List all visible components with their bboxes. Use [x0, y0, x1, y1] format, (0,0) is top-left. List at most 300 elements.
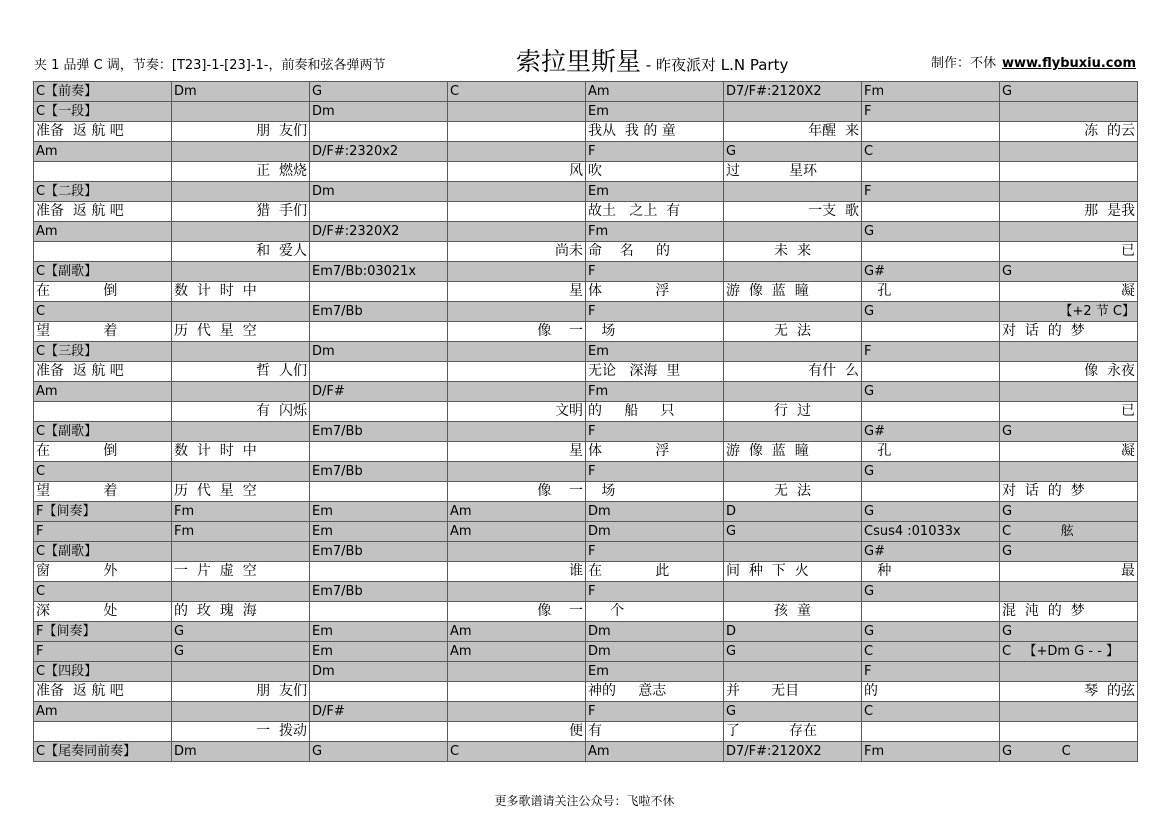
lyric-cell: 神的 意志 — [586, 682, 724, 702]
chord-cell: G — [862, 622, 1000, 642]
lyric-cell: 间 种 下 火 — [724, 562, 862, 582]
chord-cell — [172, 262, 310, 282]
lyric-cell: 准备 返 航 吧 — [34, 682, 172, 702]
chord-cell: Em — [586, 342, 724, 362]
lyric-cell: 猎 手们 — [172, 202, 310, 222]
chord-cell: C【三段】 — [34, 342, 172, 362]
lyric-cell: 那 是我 — [1000, 202, 1138, 222]
chord-cell: Dm — [586, 502, 724, 522]
chord-cell: Dm — [586, 522, 724, 542]
chord-cell: G C — [1000, 742, 1138, 762]
lyric-cell — [310, 122, 448, 142]
chord-cell: Dm — [586, 622, 724, 642]
chord-cell: C【副歌】 — [34, 262, 172, 282]
credit-block — [931, 52, 1136, 71]
lyric-cell: 历 代 星 空 — [172, 482, 310, 502]
lyric-cell: 哲 人们 — [172, 362, 310, 382]
lyric-cell: 像 永夜 — [1000, 362, 1138, 382]
chord-cell — [1000, 142, 1138, 162]
chord-cell — [724, 422, 862, 442]
chord-cell: 【+2 节 C】 — [1000, 302, 1138, 322]
chord-cell — [172, 342, 310, 362]
chord-cell: F — [586, 142, 724, 162]
chord-cell: Am — [34, 142, 172, 162]
chord-cell: G# — [862, 422, 1000, 442]
lyric-cell: 风 — [448, 162, 586, 182]
chord-cell: Am — [34, 222, 172, 242]
chord-cell: G — [1000, 622, 1138, 642]
lyric-cell: 朋 友们 — [172, 122, 310, 142]
lyric-cell: 一支 歌 — [724, 202, 862, 222]
chord-cell — [724, 542, 862, 562]
chord-cell — [724, 582, 862, 602]
lyric-cell: 命 名 的 — [586, 242, 724, 262]
chord-cell: G — [1000, 422, 1138, 442]
chord-cell — [172, 542, 310, 562]
chord-cell — [172, 422, 310, 442]
chord-cell: F【间奏】 — [34, 502, 172, 522]
chord-cell: F — [862, 102, 1000, 122]
lyric-cell: 数 计 时 中 — [172, 282, 310, 302]
lyric-row — [34, 482, 1138, 502]
chord-cell: F【间奏】 — [34, 622, 172, 642]
chord-cell: G — [862, 502, 1000, 522]
lyric-cell: 像 一 — [448, 322, 586, 342]
chord-cell: D/F# — [310, 382, 448, 402]
lyric-row — [34, 122, 1138, 142]
chord-cell: G — [724, 142, 862, 162]
chord-cell: G — [862, 582, 1000, 602]
chord-cell — [172, 222, 310, 242]
chord-cell — [724, 182, 862, 202]
lyric-cell: 的 船 只 — [586, 402, 724, 422]
chord-cell: Fm — [586, 222, 724, 242]
chord-cell: Em7/Bb — [310, 462, 448, 482]
chord-cell: Em — [310, 502, 448, 522]
chord-cell — [1000, 462, 1138, 482]
lyric-cell — [310, 682, 448, 702]
lyric-row — [34, 722, 1138, 742]
chord-cell — [448, 662, 586, 682]
chord-row — [34, 102, 1138, 122]
lyric-cell — [862, 122, 1000, 142]
chord-cell: G — [724, 702, 862, 722]
chord-row — [34, 702, 1138, 722]
chord-cell — [1000, 662, 1138, 682]
lyric-cell: 过 星环 — [724, 162, 862, 182]
lyric-cell: 并 无目 — [724, 682, 862, 702]
lyric-cell — [34, 722, 172, 742]
chord-cell — [724, 302, 862, 322]
chord-cell: C【一段】 — [34, 102, 172, 122]
chord-cell — [448, 422, 586, 442]
chord-cell: G — [862, 382, 1000, 402]
lyric-row — [34, 442, 1138, 462]
lyric-cell: 望 着 — [34, 322, 172, 342]
chord-cell — [172, 382, 310, 402]
lyric-cell: 一 片 虚 空 — [172, 562, 310, 582]
chord-cell: Fm — [586, 382, 724, 402]
chord-cell: Dm — [586, 642, 724, 662]
chord-cell: Fm — [862, 742, 1000, 762]
chord-cell — [448, 222, 586, 242]
lyric-cell: 无 法 — [724, 322, 862, 342]
lyric-cell: 像 一 — [448, 602, 586, 622]
lyric-cell: 个 — [586, 602, 724, 622]
site-link[interactable]: www.flybuxiu.com — [1001, 56, 1136, 71]
lyric-cell: 尚未 — [448, 242, 586, 262]
chord-cell: G — [862, 222, 1000, 242]
chord-cell — [1000, 582, 1138, 602]
chord-cell: C【四段】 — [34, 662, 172, 682]
chord-cell: G — [172, 642, 310, 662]
chord-cell — [1000, 342, 1138, 362]
lyric-cell — [310, 442, 448, 462]
lyric-cell: 吹 — [586, 162, 724, 182]
chord-cell: F — [34, 522, 172, 542]
chord-cell: Csus4 :01033x — [862, 522, 1000, 542]
lyric-row — [34, 282, 1138, 302]
chord-cell: Em7/Bb:03021x — [310, 262, 448, 282]
lyric-cell: 谁 — [448, 562, 586, 582]
chord-cell: F — [862, 182, 1000, 202]
lyric-cell: 游 像 蓝 瞳 — [724, 442, 862, 462]
lyric-cell: 年醒 来 — [724, 122, 862, 142]
lyric-cell: 已 — [1000, 242, 1138, 262]
chord-row — [34, 542, 1138, 562]
chord-row — [34, 642, 1138, 662]
lyric-row — [34, 322, 1138, 342]
chord-cell: F — [586, 302, 724, 322]
lyric-cell: 有 — [586, 722, 724, 742]
lyric-cell: 孩 童 — [724, 602, 862, 622]
lyric-cell — [448, 122, 586, 142]
chord-cell — [172, 662, 310, 682]
lyric-cell — [310, 562, 448, 582]
chord-cell: Am — [448, 622, 586, 642]
chord-cell — [448, 462, 586, 482]
lyric-cell: 未 来 — [724, 242, 862, 262]
chord-cell: F — [586, 702, 724, 722]
chord-cell: G — [1000, 502, 1138, 522]
chord-cell: F — [862, 662, 1000, 682]
chord-cell: G — [862, 462, 1000, 482]
lyric-cell: 对 话 的 梦 — [1000, 322, 1138, 342]
chord-cell — [1000, 702, 1138, 722]
lyric-cell: 有什 么 — [724, 362, 862, 382]
lyric-cell — [1000, 162, 1138, 182]
lyric-cell: 孔 — [862, 442, 1000, 462]
chord-row — [34, 462, 1138, 482]
chord-cell — [724, 382, 862, 402]
chord-row — [34, 502, 1138, 522]
chord-cell — [448, 302, 586, 322]
chord-cell — [172, 582, 310, 602]
chord-cell: Am — [586, 742, 724, 762]
chord-cell: F — [862, 342, 1000, 362]
chord-cell: D7/F#:2120X2 — [724, 82, 862, 102]
lyric-cell — [448, 362, 586, 382]
chord-cell — [448, 142, 586, 162]
chord-cell — [1000, 222, 1138, 242]
chord-cell: G# — [862, 542, 1000, 562]
chord-cell: Am — [448, 522, 586, 542]
lyric-cell: 对 话 的 梦 — [1000, 482, 1138, 502]
chord-cell: Fm — [172, 502, 310, 522]
lyric-cell: 孔 — [862, 282, 1000, 302]
chord-cell: C【副歌】 — [34, 542, 172, 562]
chord-row — [34, 382, 1138, 402]
lyric-cell: 故土 之上 有 — [586, 202, 724, 222]
chord-cell: D7/F#:2120X2 — [724, 742, 862, 762]
chord-cell: F — [586, 422, 724, 442]
chord-cell — [1000, 182, 1138, 202]
chord-cell: D/F#:2320x2 — [310, 142, 448, 162]
lyric-cell: 准备 返 航 吧 — [34, 122, 172, 142]
chord-cell: G — [1000, 82, 1138, 102]
chord-cell: G — [1000, 262, 1138, 282]
chord-cell — [724, 262, 862, 282]
chord-cell — [1000, 102, 1138, 122]
chord-cell: Am — [586, 82, 724, 102]
lyric-cell: 和 爱人 — [172, 242, 310, 262]
chord-cell: Em — [586, 662, 724, 682]
lyric-cell — [310, 202, 448, 222]
chord-cell: C — [34, 582, 172, 602]
chord-cell — [448, 582, 586, 602]
chord-cell: G# — [862, 262, 1000, 282]
lyric-cell: 的 玫 瑰 海 — [172, 602, 310, 622]
chord-cell: C — [862, 702, 1000, 722]
chord-cell — [448, 342, 586, 362]
lyric-row — [34, 562, 1138, 582]
chord-cell: G — [862, 302, 1000, 322]
chord-cell: Am — [448, 642, 586, 662]
chord-row — [34, 302, 1138, 322]
lyric-cell: 在 倒 — [34, 282, 172, 302]
lyric-cell: 场 — [586, 322, 724, 342]
lyric-cell — [34, 242, 172, 262]
lyric-cell: 凝 — [1000, 282, 1138, 302]
chord-cell: Fm — [172, 522, 310, 542]
lyric-cell: 准备 返 航 吧 — [34, 362, 172, 382]
chord-cell: F — [586, 262, 724, 282]
chord-cell: Em7/Bb — [310, 302, 448, 322]
chord-cell: Em — [310, 622, 448, 642]
chord-cell: Em — [310, 522, 448, 542]
lyric-cell: 文明 — [448, 402, 586, 422]
chord-cell: Dm — [172, 742, 310, 762]
chord-cell: C【副歌】 — [34, 422, 172, 442]
chord-cell: Am — [448, 502, 586, 522]
lyric-cell: 无论 深海 里 — [586, 362, 724, 382]
lyric-cell — [862, 402, 1000, 422]
lyric-cell — [448, 682, 586, 702]
chord-cell: C【二段】 — [34, 182, 172, 202]
chord-cell: Em7/Bb — [310, 542, 448, 562]
chord-cell: D — [724, 622, 862, 642]
lyric-cell — [448, 202, 586, 222]
lyric-cell: 在 倒 — [34, 442, 172, 462]
chord-cell: Fm — [862, 82, 1000, 102]
sheet-header — [34, 38, 1136, 76]
song-title: 索拉里斯星 — [516, 47, 642, 76]
lyric-cell: 无 法 — [724, 482, 862, 502]
lyric-cell: 有 闪烁 — [172, 402, 310, 422]
chord-cell: G — [172, 622, 310, 642]
lyric-cell — [862, 722, 1000, 742]
lyric-cell: 的 — [862, 682, 1000, 702]
chord-row — [34, 662, 1138, 682]
lyric-cell — [34, 162, 172, 182]
lyric-cell: 数 计 时 中 — [172, 442, 310, 462]
lyric-cell: 种 — [862, 562, 1000, 582]
lyric-row — [34, 242, 1138, 262]
song-artist: - 昨夜派对 L.N Party — [641, 56, 789, 74]
chord-cell — [724, 462, 862, 482]
lyric-cell: 便 — [448, 722, 586, 742]
lyric-cell: 星 — [448, 442, 586, 462]
credit-text: 制作：不休 — [930, 56, 996, 71]
chord-cell: C — [448, 82, 586, 102]
chord-cell: Dm — [172, 82, 310, 102]
chord-cell — [1000, 382, 1138, 402]
chord-cell: Em7/Bb — [310, 582, 448, 602]
lyric-cell: 一 拨动 — [172, 722, 310, 742]
lyric-cell — [310, 162, 448, 182]
chord-cell: C — [448, 742, 586, 762]
capo-rhythm-note: 夹 1 品弹 C 调，节奏：[T23]-1-[23]-1-，前奏和弦各弹两节 — [34, 58, 386, 73]
chord-cell: Am — [34, 382, 172, 402]
lyric-cell: 正 燃烧 — [172, 162, 310, 182]
chord-cell — [724, 102, 862, 122]
chord-cell — [724, 342, 862, 362]
chord-row — [34, 522, 1138, 542]
lyric-cell: 琴 的弦 — [1000, 682, 1138, 702]
chord-cell — [448, 102, 586, 122]
chord-cell: Em — [310, 642, 448, 662]
lyric-cell — [862, 162, 1000, 182]
lyric-cell: 冻 的云 — [1000, 122, 1138, 142]
lyric-cell: 窗 外 — [34, 562, 172, 582]
chord-cell — [448, 182, 586, 202]
chord-cell: D/F# — [310, 702, 448, 722]
chord-row — [34, 622, 1138, 642]
lyric-row — [34, 402, 1138, 422]
chord-cell — [448, 382, 586, 402]
lyric-cell — [34, 402, 172, 422]
chord-cell: F — [586, 542, 724, 562]
lyric-cell: 体 浮 — [586, 442, 724, 462]
chord-row — [34, 422, 1138, 442]
lyric-cell — [310, 402, 448, 422]
chord-cell — [172, 102, 310, 122]
chord-cell: G — [1000, 542, 1138, 562]
sheet-body — [34, 82, 1138, 762]
lyric-cell: 最 — [1000, 562, 1138, 582]
chord-cell: Dm — [310, 342, 448, 362]
chord-cell: C【前奏】 — [34, 82, 172, 102]
chord-cell — [448, 542, 586, 562]
chord-cell — [172, 702, 310, 722]
lyric-cell: 混 沌 的 梦 — [1000, 602, 1138, 622]
lyric-cell: 在 此 — [586, 562, 724, 582]
chord-cell: C — [862, 642, 1000, 662]
lyric-cell — [310, 242, 448, 262]
chord-cell: Am — [34, 702, 172, 722]
lyric-cell — [862, 242, 1000, 262]
chord-cell: Dm — [310, 102, 448, 122]
lyric-cell — [862, 322, 1000, 342]
chord-row — [34, 742, 1138, 762]
lyric-cell — [310, 482, 448, 502]
lyric-row — [34, 202, 1138, 222]
chord-cell: F — [586, 582, 724, 602]
lyric-cell — [310, 722, 448, 742]
chord-cell — [724, 222, 862, 242]
chord-cell: F — [34, 642, 172, 662]
chord-cell — [172, 302, 310, 322]
chord-cell: G — [310, 742, 448, 762]
lyric-row — [34, 602, 1138, 622]
lyric-cell — [310, 362, 448, 382]
chord-cell: Em — [586, 182, 724, 202]
lyric-cell: 准备 返 航 吧 — [34, 202, 172, 222]
chord-cell — [448, 262, 586, 282]
chord-cell: D/F#:2320X2 — [310, 222, 448, 242]
lyric-cell: 像 一 — [448, 482, 586, 502]
lyric-row — [34, 362, 1138, 382]
lyric-cell: 望 着 — [34, 482, 172, 502]
lyric-cell — [310, 322, 448, 342]
chord-cell — [172, 462, 310, 482]
chord-row — [34, 182, 1138, 202]
chord-cell: D — [724, 502, 862, 522]
chord-row — [34, 142, 1138, 162]
chord-cell: G — [310, 82, 448, 102]
chord-row — [34, 582, 1138, 602]
chord-cell: C — [862, 142, 1000, 162]
lyric-cell: 已 — [1000, 402, 1138, 422]
song-title-block — [516, 42, 788, 78]
chord-cell: F — [586, 462, 724, 482]
lyric-cell — [310, 282, 448, 302]
chord-row — [34, 262, 1138, 282]
lyric-cell: 游 像 蓝 瞳 — [724, 282, 862, 302]
chord-row — [34, 342, 1138, 362]
chord-cell: C — [34, 462, 172, 482]
lyric-cell — [1000, 722, 1138, 742]
lyric-cell: 场 — [586, 482, 724, 502]
lyric-cell — [862, 482, 1000, 502]
chord-cell — [724, 662, 862, 682]
lyric-cell — [310, 602, 448, 622]
chord-row — [34, 222, 1138, 242]
lyric-cell: 体 浮 — [586, 282, 724, 302]
chord-cell: Dm — [310, 662, 448, 682]
chord-cell — [172, 142, 310, 162]
chord-cell: Em — [586, 102, 724, 122]
lyric-cell: 朋 友们 — [172, 682, 310, 702]
lyric-cell: 了 存在 — [724, 722, 862, 742]
lyric-cell — [862, 202, 1000, 222]
lyric-cell: 我从 我 的 童 — [586, 122, 724, 142]
lyric-row — [34, 682, 1138, 702]
chord-cell: C 【+Dm G - - 】 — [1000, 642, 1138, 662]
footer-note: 更多歌谱请关注公众号：飞啦不休 — [494, 794, 675, 808]
lyric-cell: 深 处 — [34, 602, 172, 622]
chord-cell: C【尾奏同前奏】 — [34, 742, 172, 762]
